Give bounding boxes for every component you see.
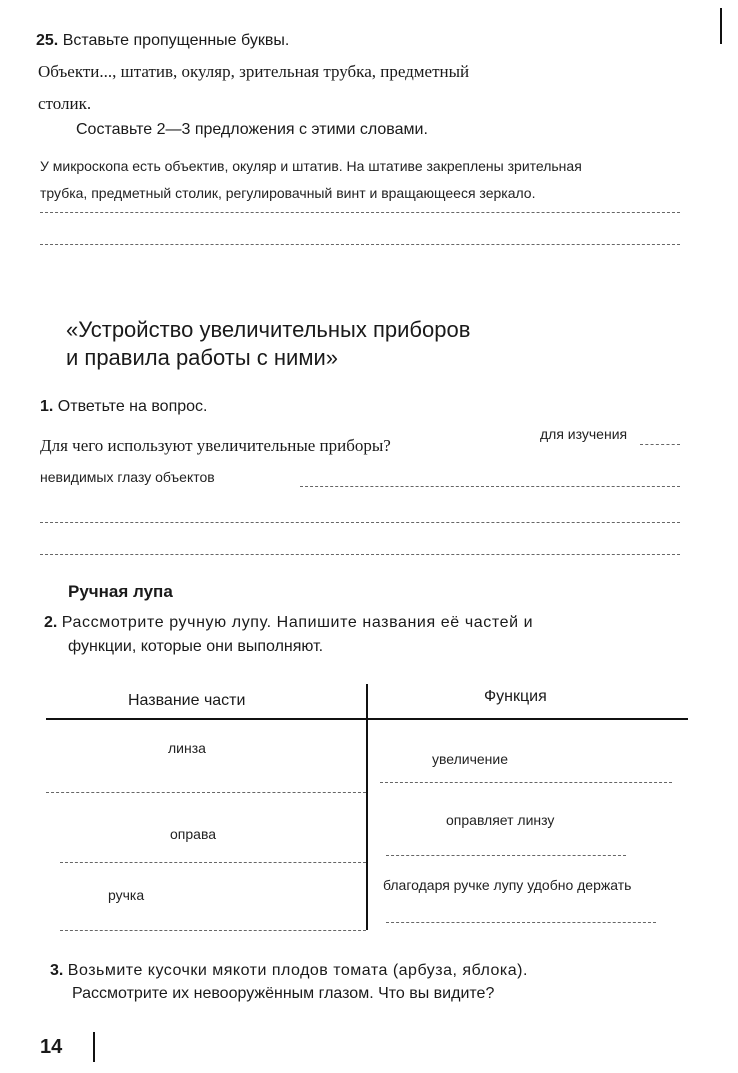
table-cell-function: благодаря ручке лупу удобно держать: [383, 877, 632, 893]
task-2-text-line-2: функции, которые они выполняют.: [68, 638, 324, 655]
section-title-line-2: и правила работы с ними»: [66, 345, 338, 370]
task-3-text-line-2: Рассмотрите их невооружённым глазом. Что вы видите?: [72, 985, 495, 1002]
page-number: 14: [40, 1036, 63, 1058]
task-title: Ответьте на вопрос.: [57, 398, 208, 415]
writing-line: [300, 486, 680, 487]
task-number: 1.: [40, 398, 54, 415]
task-1-answer-part-2: невидимых глазу объектов: [40, 469, 215, 485]
answer-line-1: У микроскопа есть объектив, окуляр и штатив. На штативе закреплены зрительная: [40, 158, 582, 174]
writing-line: [40, 212, 680, 213]
task-1-answer-part-1: для изучения: [540, 426, 628, 442]
task-number: 2.: [44, 614, 58, 631]
missing-letters-line-1: Объекти..., штатив, окуляр, зрительная трубка, предметный: [38, 62, 470, 81]
table-header-part: Название части: [128, 692, 246, 709]
task-1-question: Для чего используют увеличительные приборы?: [40, 436, 391, 455]
sub-instruction: Составьте 2—3 предложения с этими словами.: [76, 121, 428, 138]
table-column-divider: [366, 684, 368, 930]
task-2-text-line-1: [44, 614, 533, 632]
table-row-line: [46, 792, 366, 793]
table-row-line: [380, 782, 672, 783]
missing-letters-line-2: столик.: [38, 94, 92, 113]
writing-line: [40, 244, 680, 245]
answer-line-2: трубка, предметный столик, регулировачный винт и вращающееся зеркало.: [40, 185, 536, 201]
writing-line: [640, 444, 680, 445]
task-number: 3.: [50, 962, 64, 979]
table-cell-function: оправляет линзу: [446, 812, 555, 828]
table-row-line: [386, 855, 626, 856]
table-header-function: Функция: [484, 688, 547, 705]
task-1-heading: [40, 398, 207, 416]
table-cell-part: оправа: [170, 826, 217, 842]
table-cell-part: ручка: [108, 887, 145, 903]
task-title: Вставьте пропущенные буквы.: [62, 32, 290, 49]
table-cell-part: линза: [168, 740, 206, 756]
task-number: 25.: [36, 32, 59, 49]
writing-line: [40, 522, 680, 523]
margin-line: [720, 8, 722, 44]
writing-line: [40, 554, 680, 555]
task-25-heading: [36, 32, 289, 50]
task-text: Возьмите кусочки мякоти плодов томата (арбуза, яблока).: [67, 962, 528, 979]
task-3-text-line-1: [50, 962, 528, 980]
table-row-line: [60, 862, 366, 863]
page-number-rule: [93, 1032, 95, 1062]
section-title-line-1: «Устройство увеличительных приборов: [66, 317, 471, 342]
table-row-line: [60, 930, 366, 931]
task-text: Рассмотрите ручную лупу. Напишите названия её частей и: [61, 614, 534, 631]
subsection-title: Ручная лупа: [68, 582, 173, 601]
table-cell-function: увеличение: [432, 751, 509, 767]
table-row-line: [386, 922, 656, 923]
